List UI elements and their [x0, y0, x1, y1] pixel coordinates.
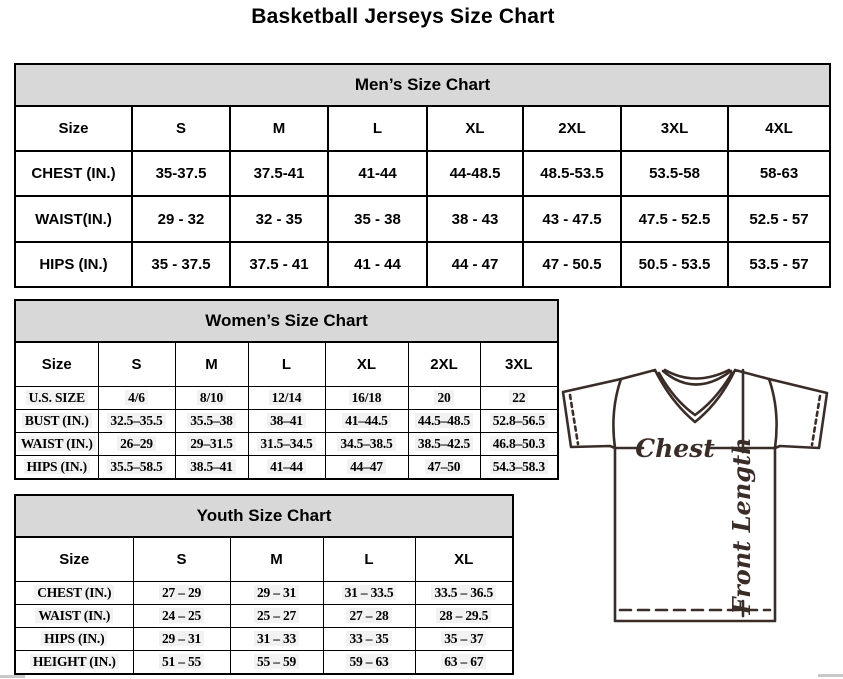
- table-cell: 8/10: [175, 387, 248, 410]
- table-cell: 35.5–38: [175, 410, 248, 433]
- table-row: [15, 628, 513, 651]
- column-header: XL: [325, 342, 408, 387]
- table-cell: 31 – 33.5: [323, 582, 415, 605]
- table-row: [15, 537, 513, 582]
- table-cell: 44.5–48.5: [408, 410, 480, 433]
- column-header: M: [175, 342, 248, 387]
- table-cell: 37.5-41: [230, 151, 328, 196]
- column-header: S: [133, 537, 230, 582]
- column-header: XL: [415, 537, 513, 582]
- table-cell: 29 – 31: [133, 628, 230, 651]
- table-cell: 43 - 47.5: [523, 196, 621, 242]
- table-cell: 35.5–58.5: [98, 456, 175, 480]
- table-cell: 22: [480, 387, 558, 410]
- table-cell: 35 - 37.5: [132, 242, 230, 287]
- table-cell: 48.5-53.5: [523, 151, 621, 196]
- table-row: [15, 196, 830, 242]
- table-row: [15, 582, 513, 605]
- table-row: [15, 106, 830, 151]
- jersey-outline: [563, 370, 827, 621]
- table-cell: 24 – 25: [133, 605, 230, 628]
- row-label: HIPS (IN.): [15, 628, 133, 651]
- row-label: HIPS (IN.): [15, 242, 132, 287]
- column-header: Size: [15, 537, 133, 582]
- table-cell: 26–29: [98, 433, 175, 456]
- column-header: 3XL: [480, 342, 558, 387]
- table-cell: 41–44.5: [325, 410, 408, 433]
- table-cell: 47–50: [408, 456, 480, 480]
- table-row: [15, 651, 513, 675]
- table-cell: 35-37.5: [132, 151, 230, 196]
- row-label: HEIGHT (IN.): [15, 651, 133, 675]
- row-label: WAIST(IN.): [15, 196, 132, 242]
- table-cell: 44-48.5: [427, 151, 523, 196]
- table-cell: 63 – 67: [415, 651, 513, 675]
- column-header: 2XL: [523, 106, 621, 151]
- table-cell: 46.8–50.3: [480, 433, 558, 456]
- table-cell: 27 – 28: [323, 605, 415, 628]
- column-header: 2XL: [408, 342, 480, 387]
- row-label: CHEST (IN.): [15, 582, 133, 605]
- table-row: [15, 605, 513, 628]
- table-cell: 59 – 63: [323, 651, 415, 675]
- table-cell: 32 - 35: [230, 196, 328, 242]
- cuff-dashed-left: [570, 395, 578, 444]
- table-row: [15, 342, 558, 387]
- table-cell: 41-44: [328, 151, 427, 196]
- table-cell: 54.3–58.3: [480, 456, 558, 480]
- womens-chart-title: Women’s Size Chart: [15, 300, 558, 342]
- column-header: L: [248, 342, 325, 387]
- table-cell: 37.5 - 41: [230, 242, 328, 287]
- table-cell: 35 – 37: [415, 628, 513, 651]
- table-cell: 33 – 35: [323, 628, 415, 651]
- table-cell: 32.5–35.5: [98, 410, 175, 433]
- jersey-measurement-diagram: [553, 360, 843, 650]
- mens-chart-title: Men’s Size Chart: [15, 64, 830, 106]
- table-cell: 52.5 - 57: [728, 196, 830, 242]
- table-cell: 27 – 29: [133, 582, 230, 605]
- table-row: [15, 495, 513, 537]
- table-cell: 53.5-58: [621, 151, 728, 196]
- table-row: [15, 410, 558, 433]
- table-cell: 33.5 – 36.5: [415, 582, 513, 605]
- table-row: [15, 151, 830, 196]
- womens-size-chart-table: [14, 299, 559, 480]
- table-cell: 4/6: [98, 387, 175, 410]
- table-cell: 47.5 - 52.5: [621, 196, 728, 242]
- table-cell: 20: [408, 387, 480, 410]
- table-cell: 41–44: [248, 456, 325, 480]
- table-cell: 38–41: [248, 410, 325, 433]
- table-cell: 38 - 43: [427, 196, 523, 242]
- table-cell: 44–47: [325, 456, 408, 480]
- chest-label: Chest: [635, 434, 715, 463]
- row-label: CHEST (IN.): [15, 151, 132, 196]
- page-title: Basketball Jerseys Size Chart: [251, 5, 555, 28]
- column-header: 3XL: [621, 106, 728, 151]
- table-cell: 38.5–41: [175, 456, 248, 480]
- table-cell: 50.5 - 53.5: [621, 242, 728, 287]
- column-header: 4XL: [728, 106, 830, 151]
- table-cell: 55 – 59: [230, 651, 323, 675]
- table-cell: 29 - 32: [132, 196, 230, 242]
- table-cell: 58-63: [728, 151, 830, 196]
- column-header: S: [98, 342, 175, 387]
- column-header: L: [323, 537, 415, 582]
- column-header: XL: [427, 106, 523, 151]
- table-cell: 31 – 33: [230, 628, 323, 651]
- row-label: WAIST (IN.): [15, 433, 98, 456]
- row-label: BUST (IN.): [15, 410, 98, 433]
- table-cell: 44 - 47: [427, 242, 523, 287]
- table-row: [15, 433, 558, 456]
- table-cell: 29–31.5: [175, 433, 248, 456]
- row-label: HIPS (IN.): [15, 456, 98, 480]
- table-cell: 29 – 31: [230, 582, 323, 605]
- table-cell: 34.5–38.5: [325, 433, 408, 456]
- table-cell: 31.5–34.5: [248, 433, 325, 456]
- table-row: [15, 300, 558, 342]
- table-cell: 53.5 - 57: [728, 242, 830, 287]
- table-cell: 12/14: [248, 387, 325, 410]
- column-header: M: [230, 106, 328, 151]
- youth-size-chart-table: [14, 494, 514, 675]
- scrollbar-fragment-left: [0, 675, 25, 678]
- table-cell: 52.8–56.5: [480, 410, 558, 433]
- table-cell: 16/18: [325, 387, 408, 410]
- table-cell: 38.5–42.5: [408, 433, 480, 456]
- column-header: Size: [15, 342, 98, 387]
- column-header: S: [132, 106, 230, 151]
- table-row: [15, 64, 830, 106]
- armhole-seam-right: [769, 379, 777, 448]
- mens-size-chart-table: [14, 63, 831, 288]
- column-header: L: [328, 106, 427, 151]
- table-cell: 28 – 29.5: [415, 605, 513, 628]
- table-cell: 25 – 27: [230, 605, 323, 628]
- scrollbar-fragment-right: [818, 674, 843, 677]
- column-header: M: [230, 537, 323, 582]
- row-label: WAIST (IN.): [15, 605, 133, 628]
- youth-chart-title: Youth Size Chart: [15, 495, 513, 537]
- table-cell: 35 - 38: [328, 196, 427, 242]
- column-header: Size: [15, 106, 132, 151]
- row-label: U.S. SIZE: [15, 387, 98, 410]
- table-cell: 51 – 55: [133, 651, 230, 675]
- front-length-label: Front Length: [727, 437, 756, 615]
- table-row: [15, 456, 558, 480]
- table-row: [15, 387, 558, 410]
- table-row: [15, 242, 830, 287]
- armhole-seam-left: [613, 379, 621, 448]
- table-cell: 41 - 44: [328, 242, 427, 287]
- cuff-dashed-right: [812, 396, 820, 445]
- table-cell: 47 - 50.5: [523, 242, 621, 287]
